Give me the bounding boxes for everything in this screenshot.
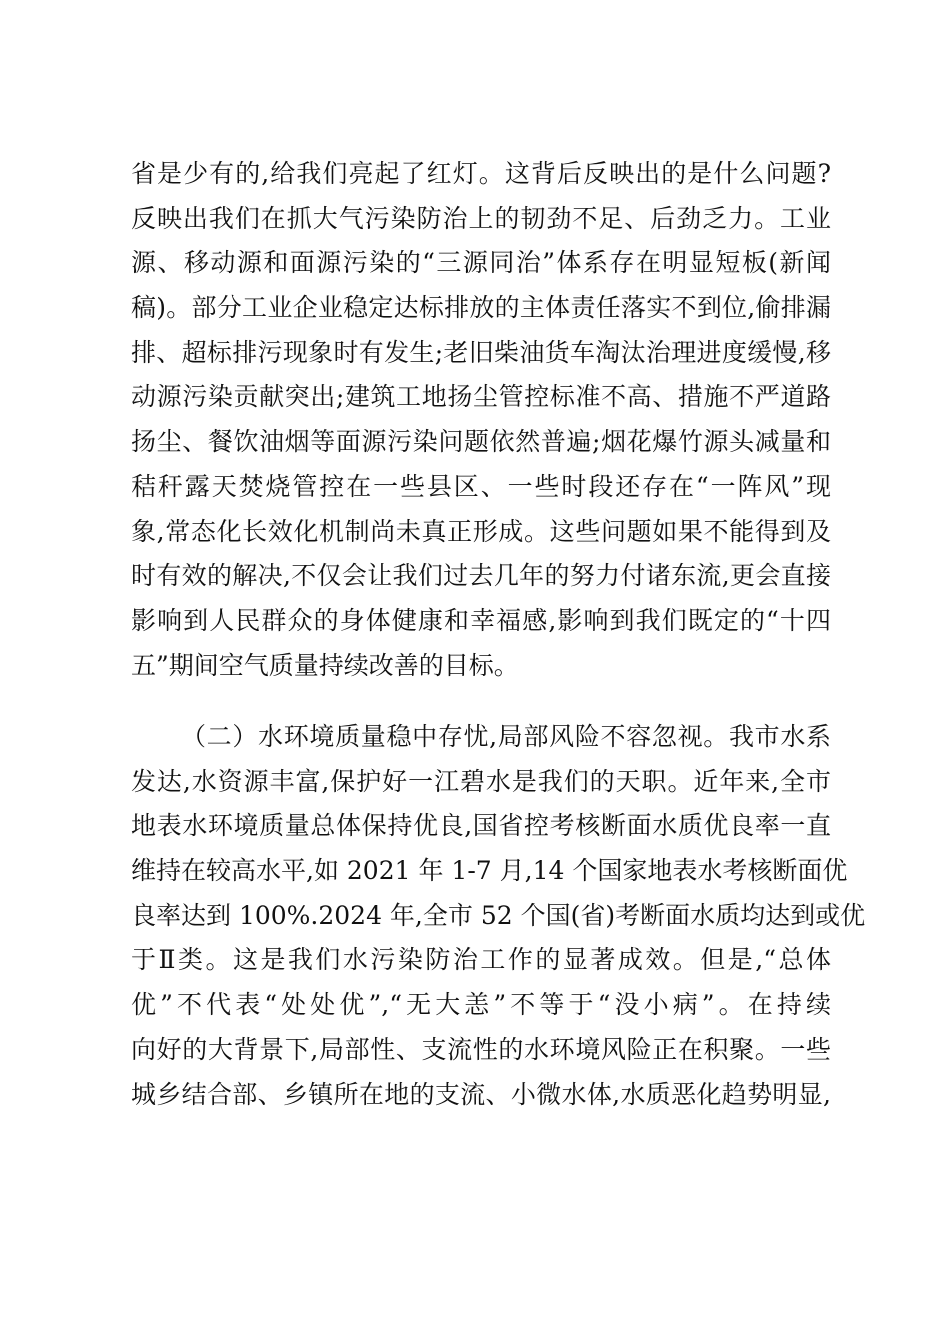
text-line: 时有效的解决,不仅会让我们过去几年的努力付诸东流,更会直接 bbox=[131, 561, 831, 591]
text-line: 维持在较高水平,如 2021 年 1-7 月,14 个国家地表水考核断面优 bbox=[131, 856, 848, 886]
text-line: 象,常态化长效化机制尚未真正形成。这些问题如果不能得到及 bbox=[131, 516, 831, 546]
text-line: 地表水环境质量总体保持优良,国省控考核断面水质优良率一直 bbox=[131, 811, 831, 841]
text-line: 发达,水资源丰富,保护好一江碧水是我们的天职。近年来,全市 bbox=[131, 766, 831, 796]
section-heading-line: （二）水环境质量稳中存忧,局部风险不容忽视。我市水系 bbox=[181, 722, 831, 751]
text-line: 省是少有的,给我们亮起了红灯。这背后反映出的是什么问题? bbox=[131, 159, 831, 188]
text-line: 影响到人民群众的身体健康和幸福感,影响到我们既定的“十四 bbox=[131, 605, 831, 635]
text-line: 反映出我们在抓大气污染防治上的韧劲不足、后劲乏力。工业 bbox=[131, 203, 831, 233]
text-line: 城乡结合部、乡镇所在地的支流、小微水体,水质恶化趋势明显, bbox=[131, 1079, 831, 1109]
text-line: 扬尘、餐饮油烟等面源污染问题依然普遍;烟花爆竹源头减量和 bbox=[131, 427, 831, 457]
text-line: 动源污染贡献突出;建筑工地扬尘管控标准不高、措施不严道路 bbox=[131, 382, 831, 412]
text-line: 秸秆露天焚烧管控在一些县区、一些时段还存在“一阵风”现 bbox=[131, 471, 831, 501]
text-line: 源、移动源和面源污染的“三源同治”体系存在明显短板(新闻 bbox=[131, 248, 831, 278]
text-line: 稿)。部分工业企业稳定达标排放的主体责任落实不到位,偷排漏 bbox=[131, 293, 831, 323]
paragraph-air-pollution bbox=[131, 152, 831, 688]
text-line: 五”期间空气质量持续改善的目标。 bbox=[131, 650, 519, 680]
text-line: 良率达到 100%.2024 年,全市 52 个国(省)考断面水质均达到或优 bbox=[131, 900, 866, 930]
text-line: 向好的大背景下,局部性、支流性的水环境风险正在积聚。一些 bbox=[131, 1034, 831, 1064]
text-line: 排、超标排污现象时有发生;老旧柴油货车淘汰治理进度缓慢,移 bbox=[131, 337, 831, 367]
text-line: 优”不代表“处处优”,“无大恙”不等于“没小病”。在持续 bbox=[131, 990, 831, 1020]
text-line: 于Ⅱ类。这是我们水污染防治工作的显著成效。但是,“总体 bbox=[131, 945, 831, 975]
paragraph-water-environment bbox=[131, 715, 866, 1117]
